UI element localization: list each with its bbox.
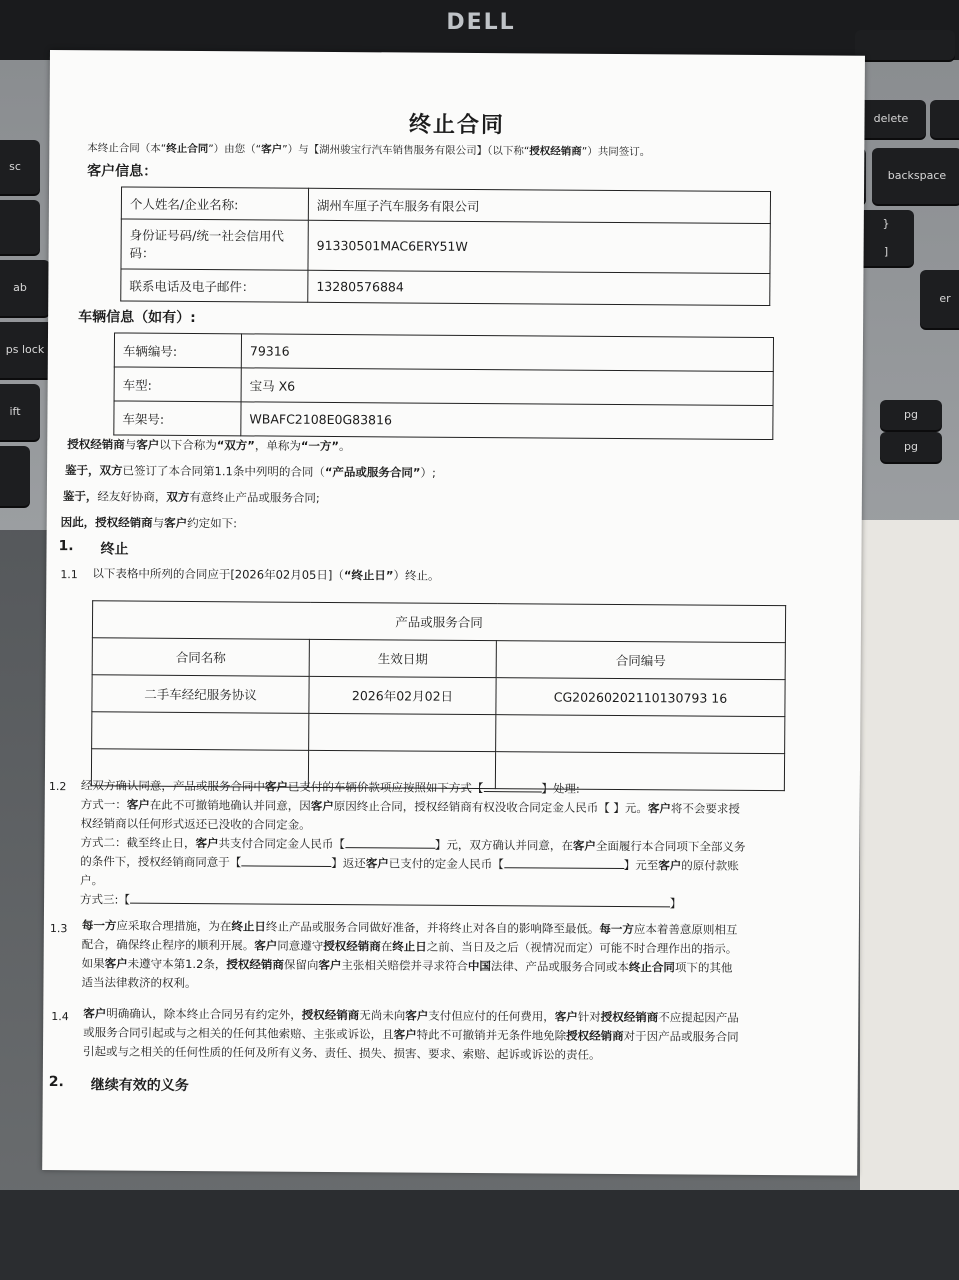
c14-l1-0: 客户 bbox=[83, 1006, 107, 1021]
c13-l2-0: 配合，确保终止程序的顺利开展。 bbox=[81, 937, 255, 953]
c14-l2-1: 客户 bbox=[393, 1027, 417, 1042]
c12-w2c: 共支付合同定金人民币【 bbox=[218, 836, 346, 852]
c12-w2h: 】返还 bbox=[331, 855, 366, 871]
vehicle-row bbox=[114, 367, 773, 406]
intro-b1: 终止合同 bbox=[166, 142, 209, 156]
c13-line4 bbox=[81, 973, 851, 997]
vehicle-key: 车型: bbox=[114, 367, 241, 402]
vehicle-value: 宝马 X6 bbox=[241, 368, 773, 406]
customer-value: 91330501MAC6ERY51W bbox=[308, 220, 770, 273]
customer-value: 13280576884 bbox=[308, 270, 770, 305]
intro-t4: ”）共同签订。 bbox=[581, 145, 651, 159]
vehicle-row bbox=[114, 333, 773, 372]
vehicle-value: 79316 bbox=[241, 334, 773, 372]
intro-t1: 本终止合同（本“ bbox=[87, 142, 167, 155]
vehicle-info-table bbox=[113, 332, 774, 440]
key-brace-label: } bbox=[882, 217, 890, 230]
key-pgup: pg bbox=[880, 400, 942, 430]
vehicle-row bbox=[114, 401, 773, 440]
key-delete: delete bbox=[856, 100, 926, 138]
contract-table-columns bbox=[92, 638, 785, 680]
c12-l1b: 客户 bbox=[264, 779, 288, 794]
p4-b2: 客户 bbox=[164, 515, 188, 530]
c12-w1e: 原因终止合同，授权经销商有权没收合同定金人民币【 】元。 bbox=[333, 798, 648, 816]
vehicle-info-label: 车辆信息（如有）: bbox=[78, 309, 196, 327]
key-shift: ift bbox=[0, 384, 40, 440]
section-1-number: 1. bbox=[58, 538, 74, 555]
contract-table-header: 产品或服务合同 bbox=[92, 601, 785, 643]
customer-value: 湖州车厘子汽车服务有限公司 bbox=[308, 188, 770, 223]
blank-refund-amount bbox=[504, 867, 624, 869]
customer-key: 联系电话及电子邮件： bbox=[121, 269, 308, 302]
c12-w2j: 已支付的定金人民币【 bbox=[388, 856, 504, 872]
blank-refund-date bbox=[241, 865, 331, 867]
c12-w1f: 客户 bbox=[647, 801, 671, 816]
col-contract-name: 合同名称 bbox=[92, 638, 309, 677]
key-top-right bbox=[855, 30, 955, 60]
key-tilde bbox=[0, 200, 40, 254]
p1-b4: “一方” bbox=[300, 438, 340, 454]
customer-key: 身份证号码/统一社会信用代码： bbox=[121, 219, 308, 270]
c12-w1g: 将不会要求授 bbox=[670, 801, 740, 816]
c12-w1c: 在此不可撤销地确认并同意，因 bbox=[149, 797, 311, 813]
c14-l2-0: 或服务合同引起或与之相关的任何其他索赔、主张或诉讼，且 bbox=[83, 1025, 394, 1042]
clause-1-2-number: 1.2 bbox=[48, 780, 67, 794]
c12-w2d: 】元，双方确认并同意，在 bbox=[434, 837, 574, 853]
c13-l4: 适当法律救济的权利。 bbox=[81, 975, 197, 991]
customer-row bbox=[121, 187, 770, 224]
recital-parties bbox=[67, 434, 350, 457]
c13-l1-5: 应本着善意原则相互 bbox=[633, 922, 738, 937]
c13-l3-8: 法律、产品或服务合同或本 bbox=[490, 959, 629, 975]
c12-w2m: 的原付款账 bbox=[681, 858, 739, 873]
contract-table-header-row bbox=[92, 601, 785, 643]
cell-contract-number: CG20260202110130793 16 bbox=[496, 678, 785, 717]
c14-l1-9: 不应提起因产品 bbox=[658, 1010, 739, 1025]
key-pgdn: pg bbox=[880, 432, 942, 462]
recital-whereas-2 bbox=[63, 486, 320, 509]
c13-l3-5: 客户 bbox=[318, 957, 342, 973]
customer-row bbox=[121, 219, 770, 274]
c13-l3-4: 保留向 bbox=[283, 957, 319, 972]
p3-t1: 经友好协商， bbox=[97, 489, 167, 504]
c12-w2l: 客户 bbox=[658, 858, 682, 873]
p2-t1: 已签订了本合同第1.1条中列明的合同（ bbox=[122, 463, 325, 479]
cell-contract-name: 二手车经纪服务协议 bbox=[92, 675, 309, 714]
c14-l2-4: 对于因产品或服务合同 bbox=[623, 1029, 739, 1044]
vehicle-value: WBAFC2108E0G83816 bbox=[241, 402, 773, 440]
clause-1-3-number: 1.3 bbox=[49, 922, 68, 936]
p1-t2: 以下合称为 bbox=[159, 437, 217, 453]
clause-1-2 bbox=[80, 776, 851, 914]
c13-l2-6: 之前、当日及之后（视情况而定）可能不时合理作出的指示。 bbox=[426, 939, 738, 956]
c13-l3-10: 项下的其他 bbox=[674, 960, 733, 975]
cell-effective-date: 2026年02月02日 bbox=[309, 676, 496, 714]
c13-l1-4: 每一方 bbox=[599, 921, 634, 937]
key-esc: sc bbox=[0, 140, 40, 194]
customer-info-label: 客户信息： bbox=[87, 163, 158, 180]
c13-l2-1: 客户 bbox=[254, 938, 278, 953]
c12-w1a: 方式一： bbox=[80, 797, 127, 812]
c13-l3-0: 如果 bbox=[81, 956, 105, 971]
c14-l2-3: 授权经销商 bbox=[566, 1028, 624, 1044]
p2-b1: 鉴于，双方 bbox=[65, 463, 123, 478]
p3-b2: 双方 bbox=[166, 489, 190, 504]
c14-l1-1: 明确确认，除本终止合同另有约定外， bbox=[106, 1006, 302, 1022]
p1-t3: ，单称为 bbox=[254, 438, 301, 453]
desk-surface bbox=[0, 1190, 959, 1280]
blank-deposit bbox=[345, 847, 435, 849]
intro-t3: ”）与【湖州骏宝行汽车销售服务有限公司】（以下称“ bbox=[282, 143, 530, 158]
c13-l1-1: 应采取合理措施，为在 bbox=[116, 918, 232, 934]
c13-l2-4: 在 bbox=[380, 939, 393, 954]
recital-therefore bbox=[61, 512, 238, 534]
dell-logo: DELL bbox=[446, 10, 516, 35]
c13-l3-6: 主张相关赔偿并寻求符合 bbox=[341, 958, 468, 973]
p2-t2: ）; bbox=[420, 465, 436, 480]
c12-l1a: 经双方确认同意，产品或服务合同中 bbox=[80, 778, 265, 794]
vehicle-key: 车辆编号: bbox=[114, 333, 241, 368]
c14-l1-8: 授权经销商 bbox=[600, 1009, 659, 1025]
intro-line bbox=[87, 140, 827, 160]
c14-l1-6: 客户 bbox=[554, 1009, 578, 1024]
c11-t1: 以下表格中所列的合同应于[2026年02月05日]（ bbox=[92, 566, 344, 583]
contract-table-empty-row bbox=[92, 712, 785, 754]
c12-w1d: 客户 bbox=[310, 798, 334, 813]
c12-w2g: 的条件下，授权经销商同意于【 bbox=[80, 854, 242, 870]
section-2-number: 2. bbox=[48, 1074, 64, 1091]
p1-t1: 与 bbox=[124, 437, 137, 452]
contract-page bbox=[42, 50, 865, 1176]
c13-l1-2: 终止日 bbox=[231, 919, 266, 934]
key-ctrl bbox=[0, 446, 30, 506]
key-enter: er bbox=[920, 270, 959, 328]
key-backspace: backspace bbox=[872, 148, 959, 204]
c11-b1: “终止日” bbox=[343, 568, 394, 583]
c12-w2k: 】元至 bbox=[623, 858, 659, 873]
c12-w2a: 方式二：截至终止日， bbox=[80, 835, 196, 851]
col-contract-number: 合同编号 bbox=[496, 641, 785, 680]
c13-l3-1: 客户 bbox=[104, 956, 128, 971]
col-effective-date: 生效日期 bbox=[309, 639, 496, 677]
c12-w2b: 客户 bbox=[195, 836, 219, 851]
clause-1-3 bbox=[81, 916, 852, 997]
c12-w2i: 客户 bbox=[365, 856, 389, 871]
c13-l1-0: 每一方 bbox=[81, 918, 117, 933]
c13-l3-7: 中国 bbox=[467, 958, 491, 974]
c12-l1d: 】处理: bbox=[541, 781, 580, 796]
c12-w1b: 客户 bbox=[126, 797, 150, 812]
key-bracket-label: ] bbox=[883, 245, 889, 258]
c12-w3b: 】 bbox=[669, 896, 682, 911]
p3-b1: 鉴于， bbox=[62, 489, 98, 504]
key-power bbox=[930, 100, 959, 138]
p1-b2: 客户 bbox=[136, 437, 160, 452]
key-brace bbox=[858, 210, 914, 266]
c14-l1-3: 无尚未向 bbox=[359, 1008, 406, 1023]
desk-paper-underneath bbox=[860, 520, 959, 1220]
intro-b2: 客户 bbox=[261, 143, 283, 156]
clause-1-4-number: 1.4 bbox=[51, 1010, 69, 1024]
section-1-title: 终止 bbox=[100, 541, 129, 558]
recital-whereas-1 bbox=[65, 460, 436, 484]
c13-l2-2: 同意遵守 bbox=[277, 938, 324, 953]
blank-method-3 bbox=[130, 903, 670, 908]
c12-w2e: 客户 bbox=[572, 838, 597, 853]
p1-t4: 。 bbox=[338, 439, 351, 454]
p4-t2: 约定如下: bbox=[187, 515, 238, 531]
p3-t2: 有意终止产品或服务合同; bbox=[189, 489, 320, 505]
c13-l2-5: 终止日 bbox=[392, 939, 427, 954]
document-title: 终止合同 bbox=[408, 112, 506, 139]
p1-b1: 授权经销商 bbox=[67, 437, 125, 452]
customer-row bbox=[121, 269, 770, 306]
clause-1-1-number: 1.1 bbox=[60, 568, 78, 582]
clause-1-1 bbox=[92, 563, 439, 586]
c13-l3-3: 授权经销商 bbox=[226, 957, 284, 972]
intro-t2: ”）由您（“ bbox=[208, 143, 262, 156]
c12-w1h: 权经销商以任何形式返还已没收的合同定金。 bbox=[80, 816, 311, 832]
customer-key: 个人姓名/企业名称: bbox=[121, 187, 308, 220]
contract-table bbox=[91, 600, 786, 791]
c14-l2-2: 特此不可撤销并无条件地免除 bbox=[416, 1027, 567, 1043]
p1-b3: “双方” bbox=[216, 438, 255, 453]
c14-l1-4: 客户 bbox=[405, 1008, 429, 1023]
c14-l1-5: 支付但应付的任何费用， bbox=[428, 1008, 555, 1024]
c13-l2-3: 授权经销商 bbox=[323, 938, 381, 954]
p2-b2: “产品或服务合同” bbox=[324, 464, 421, 480]
clause-1-4 bbox=[83, 1004, 853, 1066]
c12-w3a: 方式三:【 bbox=[80, 892, 130, 907]
c12-w2f: 全面履行本合同项下全部义务 bbox=[595, 838, 746, 854]
intro-b3: 授权经销商 bbox=[529, 145, 582, 158]
p4-b1: 因此，授权经销商 bbox=[60, 515, 153, 530]
c13-l3-9: 终止合同 bbox=[628, 960, 675, 975]
clause-1-2-way3 bbox=[80, 890, 850, 914]
key-tab: ab bbox=[0, 260, 50, 316]
key-caps-lock: ps lock bbox=[0, 322, 60, 378]
blank-method bbox=[483, 791, 541, 792]
c12-l1c: 已支付的车辆价款项应按照如下方式【 bbox=[287, 779, 484, 796]
c11-t2: ）终止。 bbox=[393, 568, 440, 583]
vehicle-key: 车架号: bbox=[114, 401, 241, 436]
c13-l3-2: 未遵守本第1.2条， bbox=[127, 956, 227, 972]
customer-info-table bbox=[120, 186, 771, 306]
c14-l1-2: 授权经销商 bbox=[301, 1007, 360, 1023]
c12-w2n: 户。 bbox=[80, 873, 104, 888]
c13-l1-3: 终止产品或服务合同做好准备，并将终止对各自的影响降至最低。 bbox=[265, 919, 600, 936]
c14-l3: 引起或与之相关的任何性质的任何及所有义务、责任、损失、损害、要求、索赔、起诉或诉讼的责任。 bbox=[82, 1044, 601, 1062]
c14-l1-7: 针对 bbox=[577, 1009, 601, 1024]
p4-t1: 与 bbox=[152, 515, 165, 530]
section-2-title: 继续有效的义务 bbox=[90, 1077, 189, 1094]
contract-table-row bbox=[92, 675, 785, 717]
